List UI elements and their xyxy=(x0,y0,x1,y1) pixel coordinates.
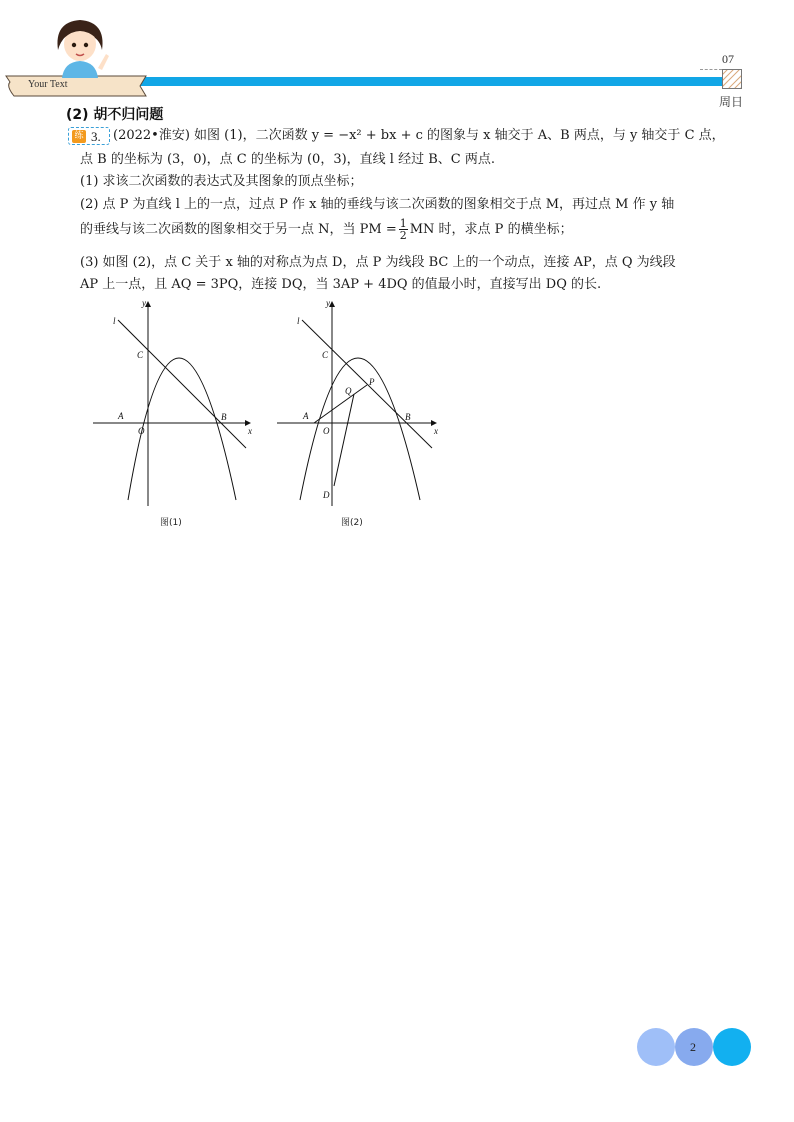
label-C: C xyxy=(322,350,329,360)
parabola xyxy=(300,358,420,500)
header-bar xyxy=(118,77,722,86)
segment-AP xyxy=(314,385,367,423)
segment-DQ xyxy=(334,394,354,486)
figure-2-graph xyxy=(272,296,444,510)
problem-badge xyxy=(68,127,110,145)
problem-number: 3. xyxy=(91,129,101,144)
label-A: A xyxy=(118,411,124,421)
fraction-denominator: 2 xyxy=(399,229,407,242)
day-number: 07 xyxy=(722,52,734,66)
figure-2 xyxy=(272,296,444,510)
label-x: x xyxy=(434,426,438,436)
label-l: l xyxy=(113,316,116,326)
label-B: B xyxy=(405,412,411,422)
label-B: B xyxy=(221,412,227,422)
problem-line-1: (2022•淮安) 如图 (1)，二次函数 y = −x² + bx + c 的图象与 x 轴交于 A、B 两点，与 y 轴交于 C 点， xyxy=(113,128,725,143)
label-x: x xyxy=(248,426,252,436)
label-C: C xyxy=(137,350,144,360)
label-l: l xyxy=(297,316,300,326)
problem-line-3: (1) 求该二次函数的表达式及其图象的顶点坐标； xyxy=(80,174,363,189)
problem-line-5 xyxy=(80,218,573,241)
header-dashed-line xyxy=(700,69,722,70)
label-P: P xyxy=(369,377,375,387)
day-label: 周日 xyxy=(719,95,744,109)
day-checkbox xyxy=(722,69,742,89)
label-O: O xyxy=(323,426,330,436)
fraction-one-half xyxy=(399,218,408,241)
figure-1-caption: 图(1) xyxy=(160,518,182,528)
problem-line-2: 点 B 的坐标为 (3，0)，点 C 的坐标为 (0，3)，直线 l 经过 B、C 两点. xyxy=(80,152,495,167)
line-l xyxy=(302,320,432,448)
figure-1 xyxy=(88,296,258,510)
problem-line-5-text: 的垂线与该二次函数的图象相交于另一点 N，当 PM = xyxy=(80,222,397,237)
label-Q: Q xyxy=(345,386,352,396)
label-y: y xyxy=(326,298,330,308)
page-dot-right xyxy=(713,1028,751,1066)
figure-2-caption: 图(2) xyxy=(341,518,363,528)
banner-text: Your Text xyxy=(28,79,68,90)
page-number: 2 xyxy=(690,1040,696,1054)
practice-icon: 练 xyxy=(72,130,86,143)
label-O: O xyxy=(138,426,145,436)
section-title: (2) 胡不归问题 xyxy=(66,107,164,123)
problem-line-7: AP 上一点，且 AQ = 3PQ，连接 DQ，当 3AP + 4DQ 的值最小时，直接写出 DQ 的长. xyxy=(80,277,602,292)
page-dot-left xyxy=(637,1028,675,1066)
label-y: y xyxy=(142,298,146,308)
label-D: D xyxy=(323,490,330,500)
figure-1-graph xyxy=(88,296,258,510)
problem-line-4: (2) 点 P 为直线 l 上的一点，过点 P 作 x 轴的垂线与该二次函数的图象相交于点 M，再过点 M 作 y 轴 xyxy=(80,197,675,212)
hatch-pattern-icon xyxy=(723,70,742,89)
fraction-numerator: 1 xyxy=(399,217,407,230)
problem-line-5-tail: MN 时，求点 P 的横坐标； xyxy=(409,222,573,237)
label-A: A xyxy=(303,411,309,421)
problem-line-6: (3) 如图 (2)，点 C 关于 x 轴的对称点为点 D，点 P 为线段 BC 上的一个动点，连接 AP，点 Q 为线段 xyxy=(80,255,676,270)
teacher-avatar-icon xyxy=(48,16,114,78)
